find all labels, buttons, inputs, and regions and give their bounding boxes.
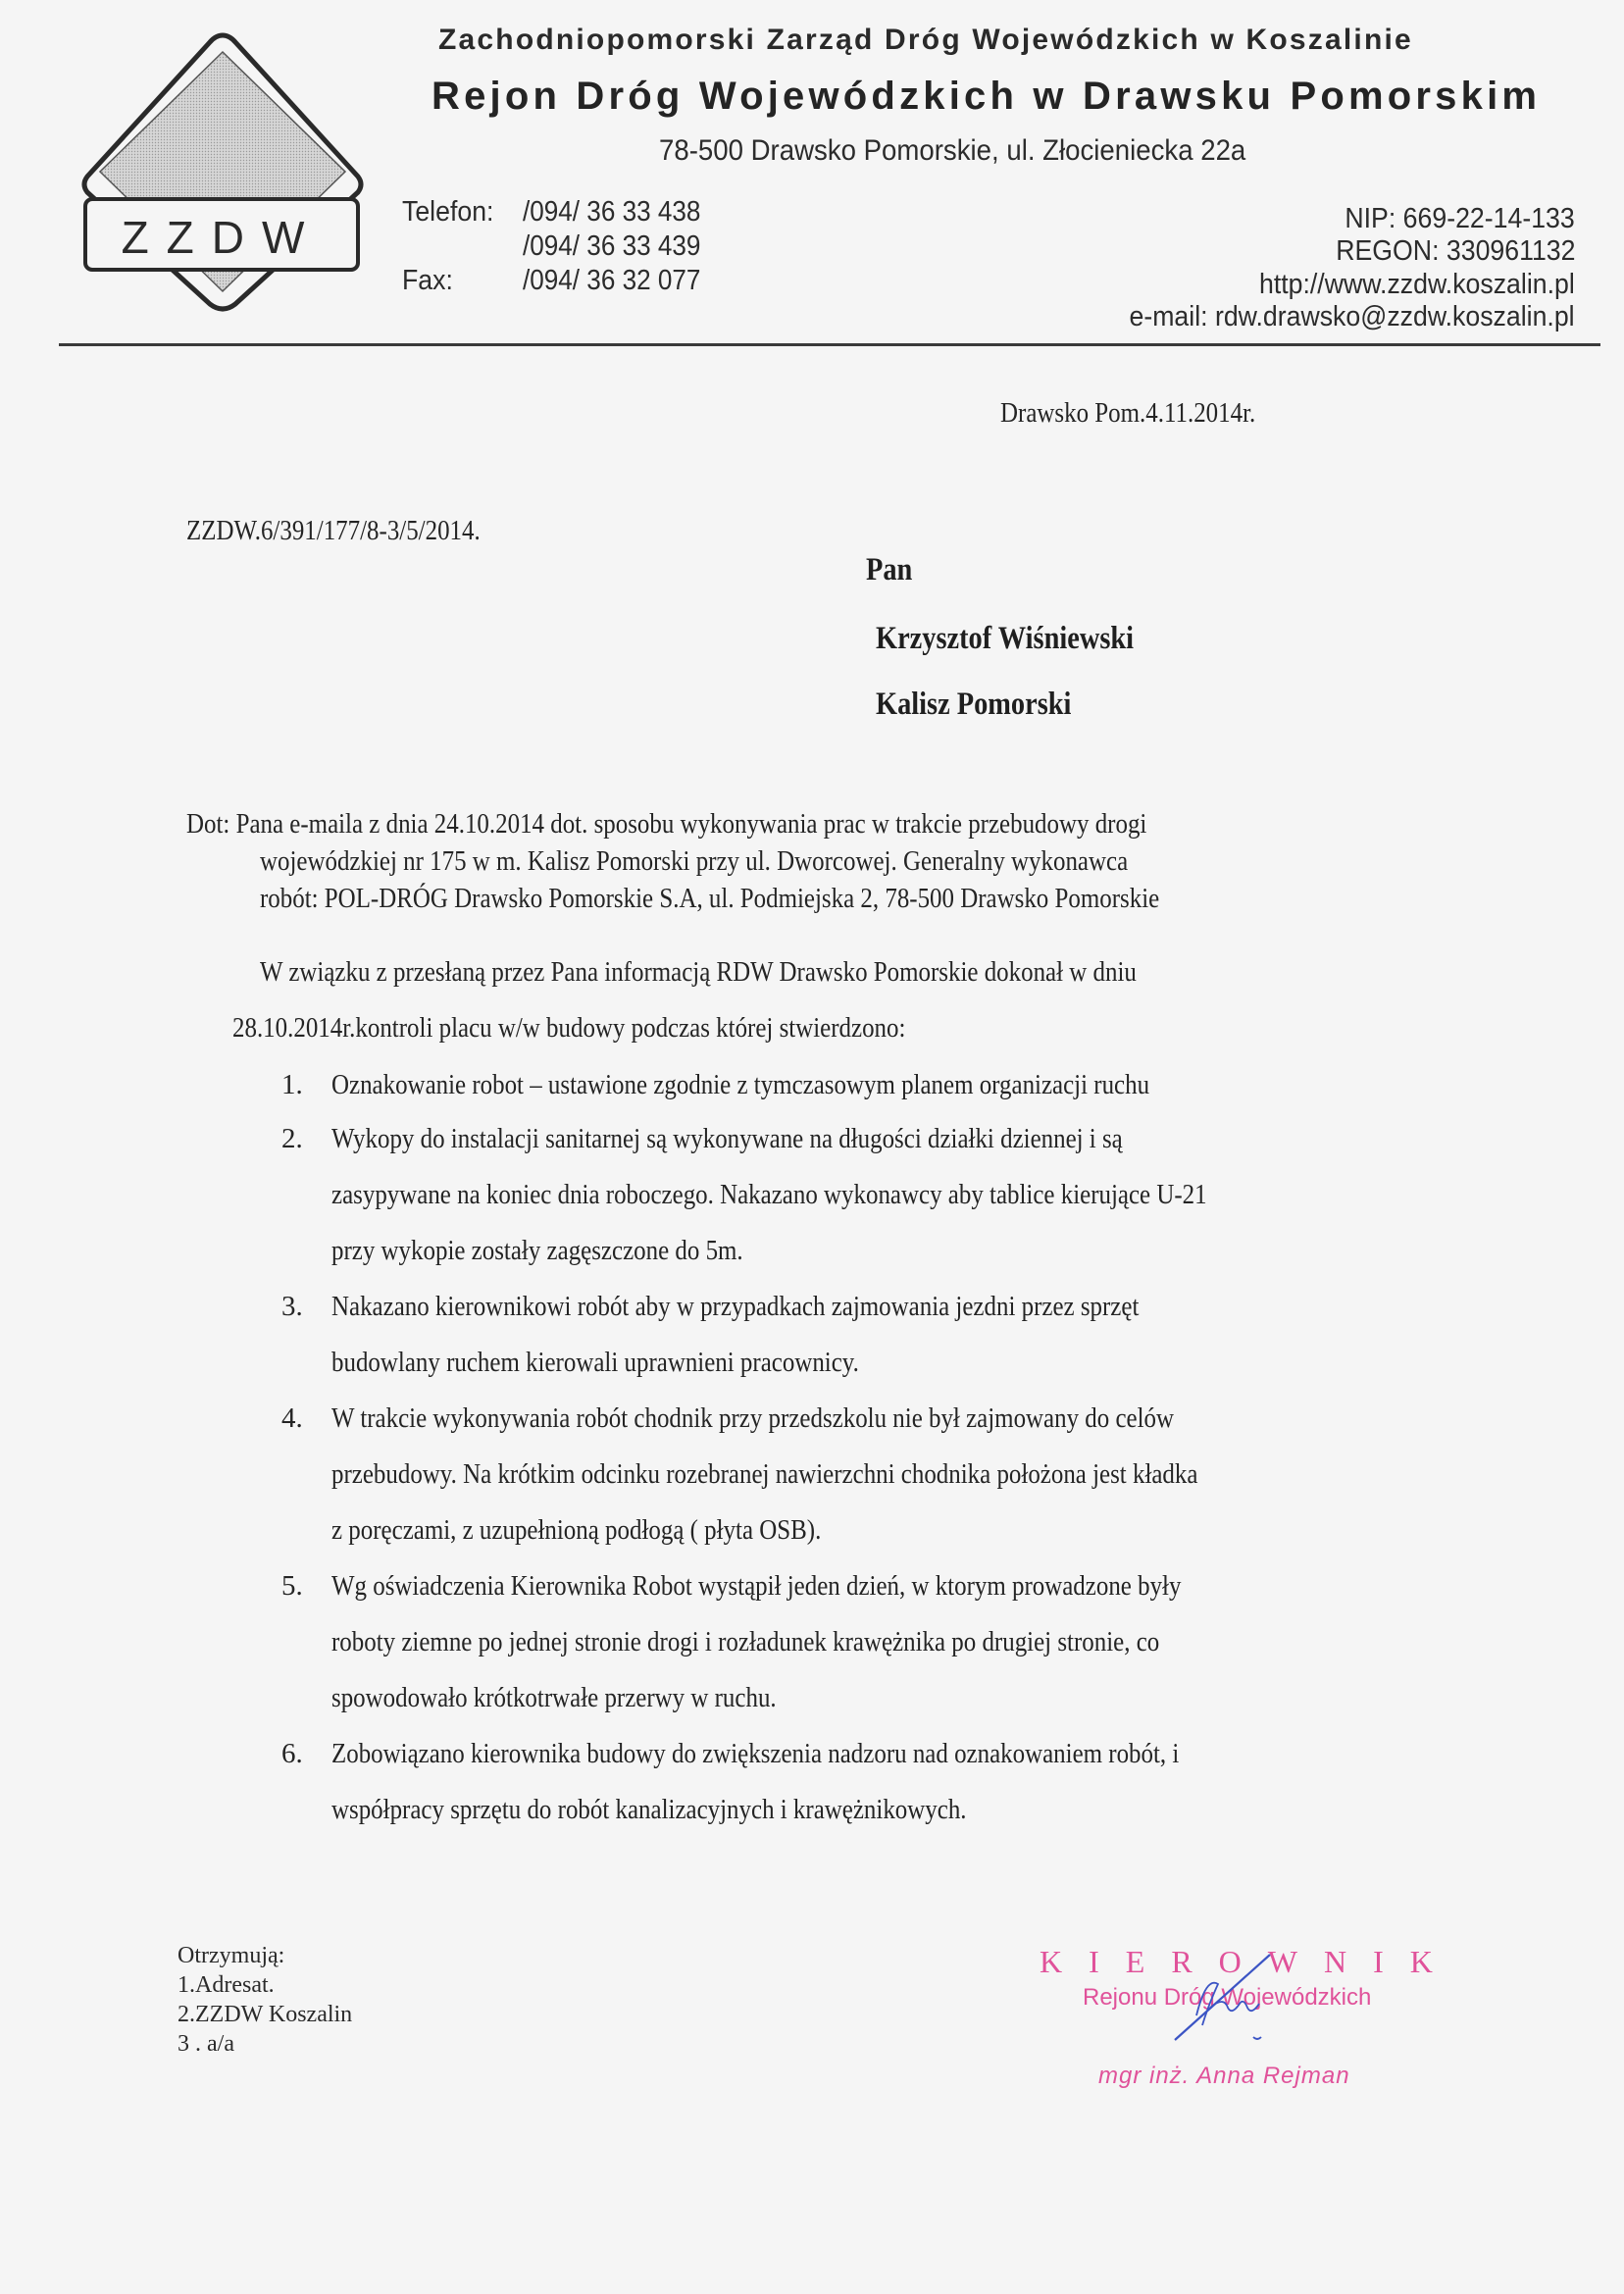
recipient-salutation: Pan bbox=[866, 552, 913, 587]
stamp-signatory-name: mgr inż. Anna Rejman bbox=[1098, 2063, 1350, 2089]
recipient-name: Krzysztof Wiśniewski bbox=[876, 621, 1135, 656]
fax-label: Fax: bbox=[402, 265, 453, 296]
header-divider bbox=[59, 343, 1600, 346]
website-link[interactable]: http://www.zzdw.koszalin.pl bbox=[1259, 269, 1575, 300]
regon: REGON: 330961132 bbox=[1335, 235, 1575, 267]
list-item-line: współpracy sprzętu do robót kanalizacyjnych i krawężnikowych. bbox=[331, 1794, 967, 1825]
list-item-line: budowlany ruchem kierowali uprawnieni pracownicy. bbox=[331, 1347, 859, 1378]
subject-line: Dot: Pana e-maila z dnia 24.10.2014 dot. sposobu wykonywania prac w trakcie przebudowy drogi bbox=[186, 808, 1147, 840]
list-item-line: Nakazano kierownikowi robót aby w przypadkach zajmowania jezdni przez sprzęt bbox=[331, 1291, 1140, 1322]
list-item-line: z poręczami, z uzupełnioną podłogą ( płyta OSB). bbox=[331, 1514, 822, 1546]
distribution-item: 2.ZZDW Koszalin bbox=[178, 2002, 353, 2027]
list-item-line: roboty ziemne po jednej stronie drogi i rozładunek krawężnika po drugiej stronie, co bbox=[331, 1626, 1160, 1657]
subject-line: robót: POL-DRÓG Drawsko Pomorskie S.A, ul. Podmiejska 2, 78-500 Drawsko Pomorskie bbox=[260, 883, 1160, 914]
fax-number: /094/ 36 32 077 bbox=[523, 265, 701, 296]
list-item-line: Wykopy do instalacji sanitarnej są wykonywane na długości działki dziennej i są bbox=[331, 1123, 1123, 1154]
list-item-line: przy wykopie zostały zagęszczone do 5m. bbox=[331, 1235, 743, 1266]
handwritten-signature bbox=[1167, 1947, 1285, 2055]
recipient-city: Kalisz Pomorski bbox=[876, 687, 1072, 722]
date-line: Drawsko Pom.4.11.2014r. bbox=[1000, 397, 1256, 429]
nip: NIP: 669-22-14-133 bbox=[1345, 203, 1575, 234]
list-item-line: Wg oświadczenia Kierownika Robot wystąpił jeden dzień, w ktorym prowadzone były bbox=[331, 1570, 1182, 1602]
phone-1: /094/ 36 33 438 bbox=[523, 196, 701, 228]
phone-2: /094/ 36 33 439 bbox=[523, 230, 701, 262]
reference-number: ZZDW.6/391/177/8-3/5/2014. bbox=[186, 515, 481, 546]
distribution-item: 3 . a/a bbox=[178, 2031, 234, 2057]
list-item-line: spowodowało krótkotrwałe przerwy w ruchu. bbox=[331, 1682, 777, 1713]
list-item-number: 1. bbox=[281, 1069, 303, 1100]
phone-label: Telefon: bbox=[402, 196, 494, 228]
zzdw-logo bbox=[80, 29, 365, 314]
list-item-line: zasypywane na koniec dnia roboczego. Nakazano wykonawcy aby tablice kierujące U-21 bbox=[331, 1179, 1207, 1210]
list-item-number: 6. bbox=[281, 1738, 303, 1769]
list-item-number: 3. bbox=[281, 1291, 303, 1322]
email-link[interactable]: e-mail: rdw.drawsko@zzdw.koszalin.pl bbox=[1129, 301, 1575, 332]
list-item-line: przebudowy. Na krótkim odcinku rozebranej nawierzchni chodnika położona jest kładka bbox=[331, 1458, 1198, 1490]
list-item-line: Zobowiązano kierownika budowy do zwiększenia nadzoru nad oznakowaniem robót, i bbox=[331, 1738, 1180, 1769]
distribution-item: 1.Adresat. bbox=[178, 1972, 275, 1998]
list-item-line: Oznakowanie robot – ustawione zgodnie z tymczasowym planem organizacji ruchu bbox=[331, 1069, 1150, 1100]
stamp-title: KIEROWNIK bbox=[1040, 1944, 1459, 1979]
stamp-subtitle: Rejonu Dróg Wojewódzkich bbox=[1083, 1984, 1372, 2011]
org-name: Rejon Dróg Wojewódzkich w Drawsku Pomorskim bbox=[431, 75, 1542, 118]
intro-line: 28.10.2014r.kontroli placu w/w budowy podczas której stwierdzono: bbox=[232, 1012, 906, 1044]
list-item-number: 2. bbox=[281, 1123, 303, 1154]
intro-line: W związku z przesłaną przez Pana informacją RDW Drawsko Pomorskie dokonał w dniu bbox=[260, 956, 1137, 988]
subject-line: wojewódzkiej nr 175 w m. Kalisz Pomorski przy ul. Dworcowej. Generalny wykonawca bbox=[260, 845, 1129, 877]
org-address: 78-500 Drawsko Pomorskie, ul. Złocieniecka 22a bbox=[659, 134, 1246, 167]
logo-text: ZZDW bbox=[121, 212, 323, 263]
list-item-line: W trakcie wykonywania robót chodnik przy przedszkolu nie był zajmowany do celów bbox=[331, 1402, 1175, 1434]
parent-org-name: Zachodniopomorski Zarząd Dróg Wojewódzkich w Koszalinie bbox=[438, 24, 1413, 56]
distribution-heading: Otrzymują: bbox=[178, 1943, 285, 1968]
list-item-number: 5. bbox=[281, 1570, 303, 1602]
list-item-number: 4. bbox=[281, 1402, 303, 1434]
